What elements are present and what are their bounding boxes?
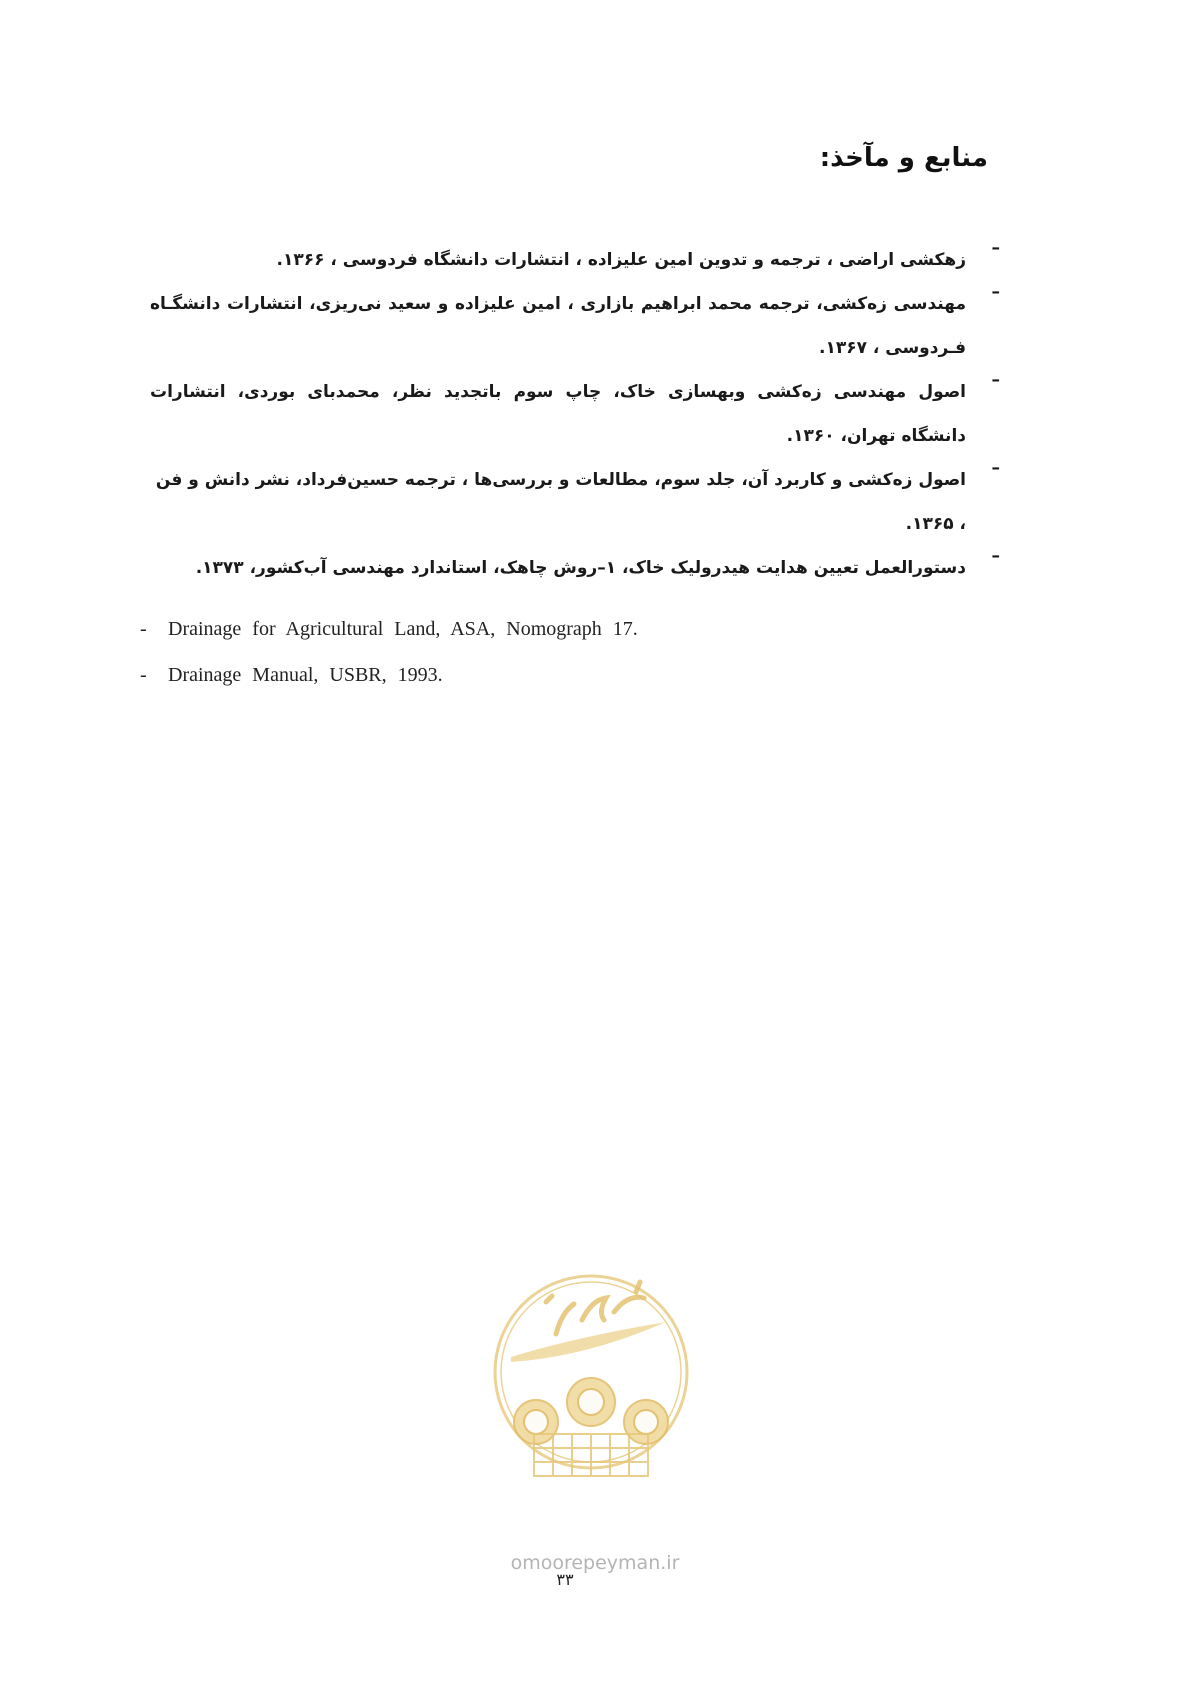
list-dash: – — [991, 370, 1000, 390]
reference-text: Drainage for Agricultural Land, ASA, Nomograph 17. — [168, 618, 638, 640]
reference-text: اصول مهندسی زه‌کشی وبهسازی خاک، چاپ سوم باتجدید نظر، محمدبای بوردی، انتشارات دانشگاه تهران، ۱۳۶۰. — [150, 382, 966, 446]
list-dash: - — [140, 664, 147, 686]
persian-references-list — [150, 238, 1004, 590]
persian-reference-item — [150, 546, 1004, 590]
persian-reference-item — [150, 458, 1004, 546]
reference-text: زهکشی اراضی ، ترجمه و تدوین امین علیزاده ، انتشارات دانشگاه فردوسی ، ۱۳۶۶. — [276, 250, 966, 270]
list-dash: – — [991, 546, 1000, 566]
watermark-logo-icon — [486, 1262, 696, 1502]
reference-text: دستورالعمل تعیین هدایت هیدرولیک خاک، ۱–روش چاهک، استاندارد مهندسی آب‌کشور، ۱۳۷۳. — [195, 558, 966, 578]
english-reference-item — [140, 606, 638, 652]
persian-reference-item — [150, 238, 1004, 282]
page-number: ۳۳ — [556, 1570, 574, 1589]
list-dash: – — [991, 282, 1000, 302]
persian-reference-item — [150, 370, 1004, 458]
english-reference-item — [140, 652, 638, 698]
list-dash: – — [991, 458, 1000, 478]
reference-text: Drainage Manual, USBR, 1993. — [168, 664, 443, 686]
list-dash: - — [140, 618, 147, 640]
reference-text: اصول زه‌کشی و کاربرد آن، جلد سوم، مطالعات و بررسی‌ها ، ترجمه حسین‌فرداد، نشر دانش و فن ، ۱۳۶۵. — [155, 470, 966, 534]
english-references-list — [140, 606, 638, 698]
references-heading: منابع و مآخذ: — [819, 143, 988, 173]
reference-text: مهندسی زه‌کشی، ترجمه محمد ابراهیم بازاری ، امین علیزاده و سعید نی‌ریزی، انتشارات دانشگـاه فـردوسی ، ۱۳۶۷. — [150, 294, 966, 358]
list-dash: – — [991, 238, 1000, 258]
persian-reference-item — [150, 282, 1004, 370]
watermark-website: omoorepeyman.ir — [510, 1552, 680, 1574]
